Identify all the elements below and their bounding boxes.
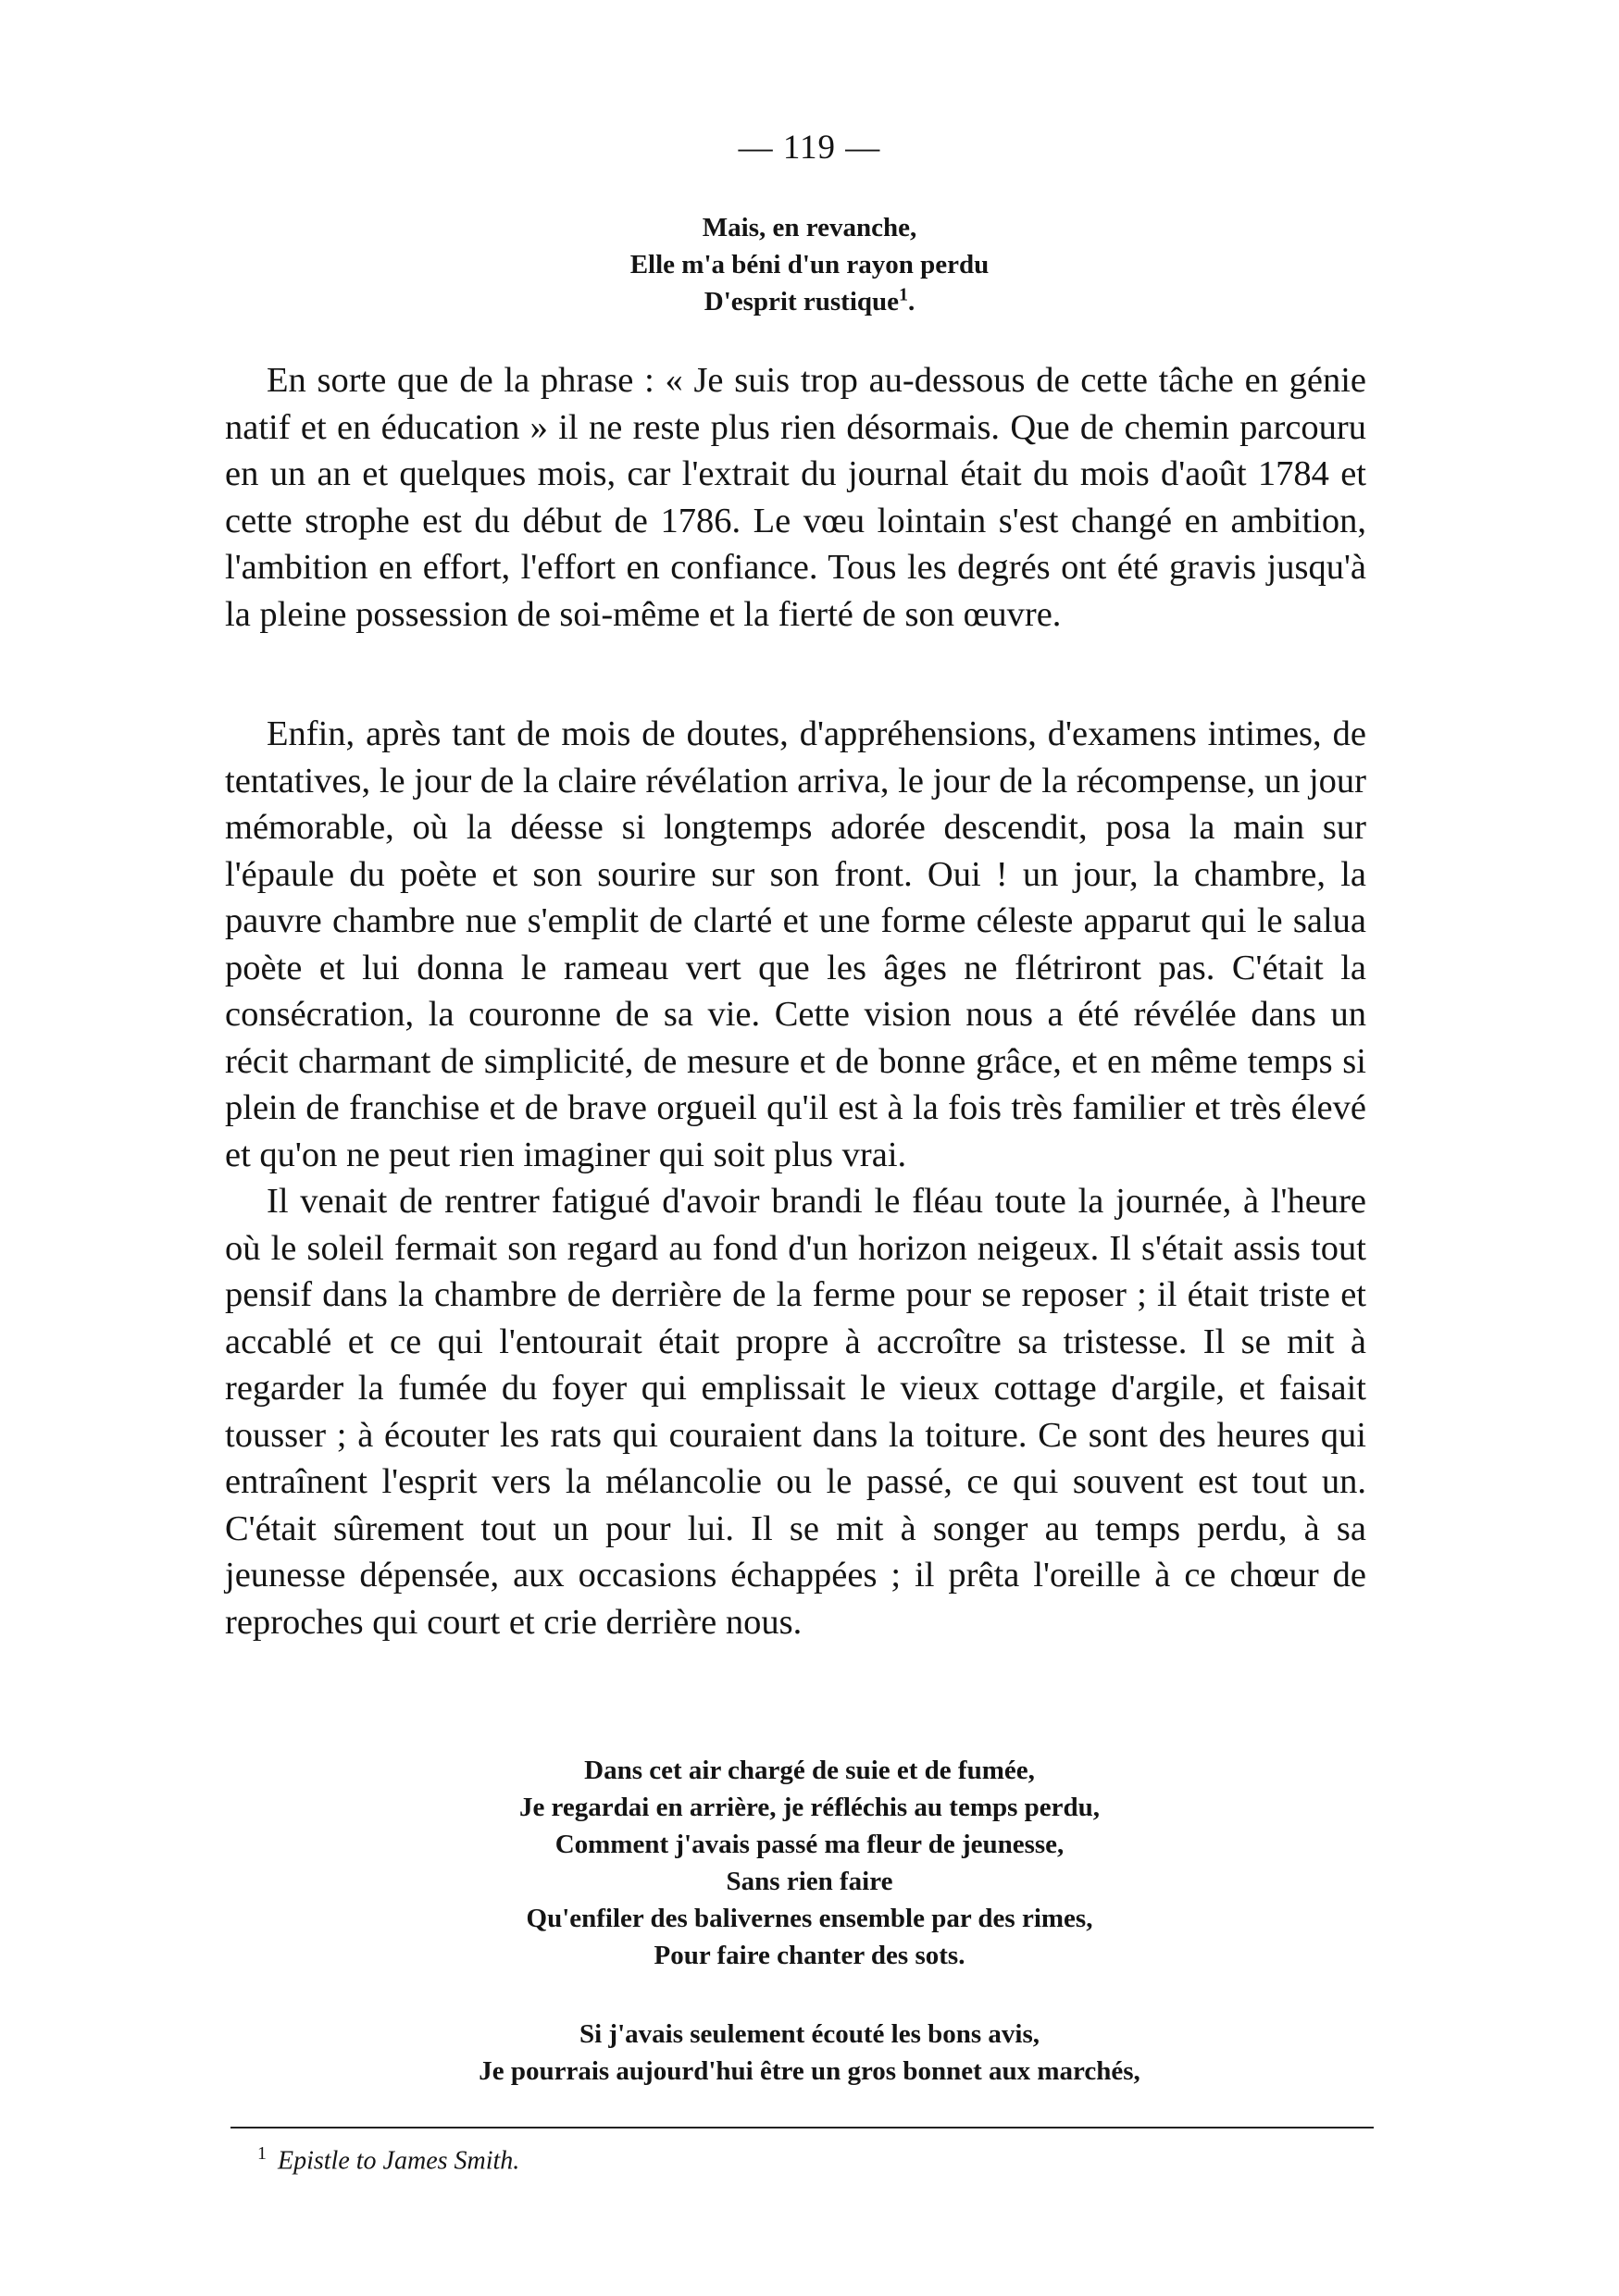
verse-line: Je regardai en arrière, je réfléchis au temps perdu, [518,1793,1101,1822]
footnote-divider [230,2127,1374,2128]
verse-line: Mais, en revanche, [702,213,917,242]
paragraph-1-block [225,357,1366,638]
verse-line: Comment j'avais passé ma fleur de jeunesse, [554,1830,1065,1859]
verse-line: Dans cet air chargé de suie et de fumée, [584,1756,1035,1785]
verse-line: Qu'enfiler des balivernes ensemble par des rimes, [526,1904,1093,1933]
verse-line: Pour faire chanter des sots. [654,1941,965,1970]
verse-line: Si j'avais seulement écouté les bons avis, [579,2019,1040,2049]
paragraph: Il venait de rentrer fatigué d'avoir brandi le fléau toute la journée, à l'heure où le soleil fermait son regard au fond d'un horizon neigeux. Il s'était assis tout pensif dans la chambre de derrière de la ferme pour se reposer ; il était triste et accablé et ce qui l'entourait était propre à accroître sa tristesse. Il se mit à regarder la fumée du foyer qui emplissait le vieux cottage d'argile, et faisait tousser ; à écouter les rats qui couraient dans la toiture. Ce sont des heures qui entraînent l'esprit vers la mélancolie ou le passé, ce qui souvent est tout un. C'était sûrement tout un pour lui. Il se mit à songer au temps perdu, à sa jeunesse dépensée, aux occasions échappées ; il prêta l'oreille à ce chœur de reproches qui court et crie derrière nous. [225,1182,1366,1642]
verse-line: Elle m'a béni d'un rayon perdu [629,250,990,279]
verse-top [0,209,1619,320]
paragraph-2-block [225,711,1366,1645]
footnote-reference: 1 [899,284,908,305]
footnote-mark: 1 [257,2143,267,2164]
verse-line: Je pourrais aujourd'hui être un gros bonnet aux marchés, [479,2056,1140,2086]
page-number: — 119 — [738,129,881,167]
verse-line-text: D'esprit rustique [704,287,899,316]
paragraph: En sorte que de la phrase : « Je suis trop au-dessous de cette tâche en génie natif et en éducation » il ne reste plus rien désormais. Que de chemin parcouru en un an et quelques mois, car l'extrait du journal était du mois d'août 1784 et cette strophe est du début de 1786. Le vœu lointain s'est changé en ambition, l'ambition en effort, l'effort en confiance. Tous les degrés ont été gravis jusqu'à la pleine possession de soi-même et la fierté de son œuvre. [225,361,1366,634]
footnote-text: Epistle to James Smith. [278,2146,520,2176]
footnote [257,2143,519,2176]
verse-line: D'esprit rustique$^1$. [704,284,915,316]
verse-bottom [0,2016,1619,2090]
verse-line: Sans rien faire [726,1867,893,1896]
paragraph: Enfin, après tant de mois de doutes, d'appréhensions, d'examens intimes, de tentatives, le jour de la claire révélation arriva, le jour de la récompense, un jour mémorable, où la déesse si longtemps adorée descendit, posa la main sur l'épaule du poète et son sourire sur son front. Oui ! un jour, la chambre, la pauvre chambre nue s'emplit de clarté et une forme céleste apparut qui le salua poète et lui donna le rameau vert que les âges ne flétriront pas. C'était la consécration, la couronne de sa vie. Cette vision nous a été révélée dans un récit charmant de simplicité, de mesure et de bonne grâce, et en même temps si plein de franchise et de brave orgueil qu'il est à la fois très familier et très élevé et qu'on ne peut rien imaginer qui soit plus vrai. [225,714,1366,1174]
verse-middle [0,1752,1619,1974]
